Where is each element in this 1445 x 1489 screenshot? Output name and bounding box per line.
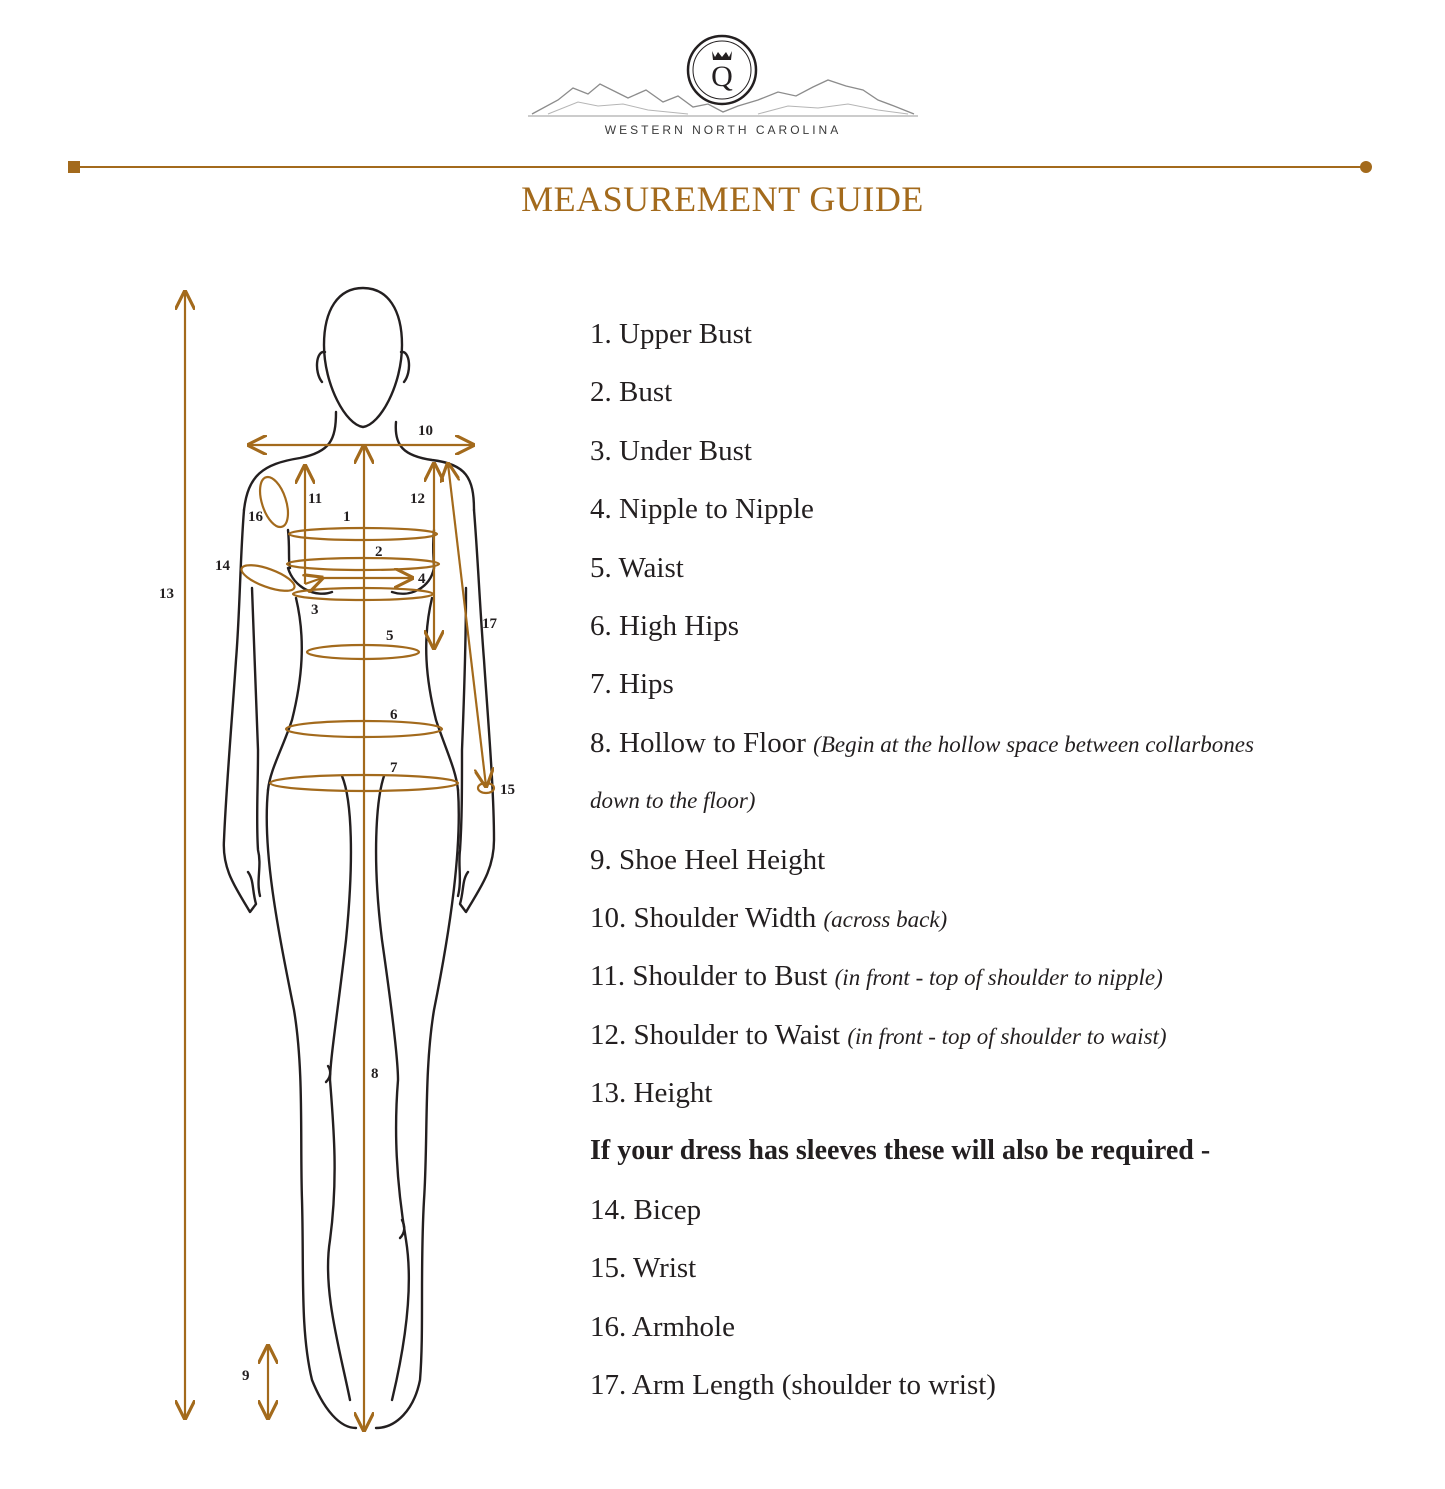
measurement-labels [159, 423, 515, 1384]
list-item-continuation: down to the floor) [590, 788, 756, 814]
list-item: 13. Height [590, 1077, 713, 1110]
list-item: 2. Bust [590, 376, 673, 409]
list-item-note: (in front - top of shoulder to waist) [847, 1023, 1167, 1049]
label-15: 15 [500, 782, 515, 798]
label-10: 10 [418, 423, 433, 439]
label-5: 5 [386, 628, 394, 644]
body-figure-diagram [150, 280, 570, 1460]
page-title: MEASUREMENT GUIDE [521, 179, 924, 219]
label-1: 1 [343, 509, 351, 525]
label-4: 4 [418, 571, 426, 587]
label-8: 8 [371, 1066, 379, 1082]
body-outline [224, 288, 494, 1428]
list-item: 4. Nipple to Nipple [590, 493, 814, 526]
header-divider [68, 155, 1378, 179]
label-6: 6 [390, 707, 398, 723]
list-item: 3. Under Bust [590, 434, 752, 467]
logo-letter: Q [711, 60, 733, 93]
list-item: 9. Shoe Heel Height [590, 843, 826, 876]
label-11: 11 [308, 491, 323, 507]
label-9: 9 [242, 1368, 250, 1384]
list-item: 7. Hips [590, 668, 674, 701]
list-item: 5. Waist [590, 551, 684, 584]
list-item: 1. Upper Bust [590, 318, 752, 350]
list-item-note: (across back) [823, 906, 948, 932]
label-7: 7 [390, 760, 398, 776]
list-item-note: (Begin at the hollow space between collarbones [813, 731, 1254, 757]
brand-tagline: WESTERN NORTH CAROLINA [604, 123, 842, 137]
label-14: 14 [215, 558, 230, 574]
list-item: 14. Bicep [590, 1193, 702, 1226]
label-12: 12 [410, 491, 425, 507]
list-item-note: (in front - top of shoulder to nipple) [834, 965, 1163, 991]
list-item: 12. Shoulder to Waist (in front - top of shoulder to waist) [590, 1018, 1167, 1051]
list-item: 10. Shoulder Width (across back) [590, 901, 948, 934]
label-3: 3 [311, 602, 319, 618]
list-item: 16. Armhole [590, 1310, 735, 1343]
sleeves-heading: If your dress has sleeves these will also be required - [590, 1135, 1211, 1167]
label-16: 16 [248, 509, 263, 525]
list-item: 17. Arm Length (shoulder to wrist) [590, 1369, 996, 1402]
measurement-list [590, 305, 1410, 1414]
list-item: 11. Shoulder to Bust (in front - top of shoulder to nipple) [590, 960, 1163, 993]
label-2: 2 [375, 544, 383, 560]
list-item: 15. Wrist [590, 1252, 697, 1285]
label-13: 13 [159, 586, 174, 602]
list-item: 8. Hollow to Floor (Begin at the hollow space between collarbones [590, 726, 1254, 759]
label-17: 17 [482, 616, 497, 632]
list-item: 6. High Hips [590, 609, 740, 642]
